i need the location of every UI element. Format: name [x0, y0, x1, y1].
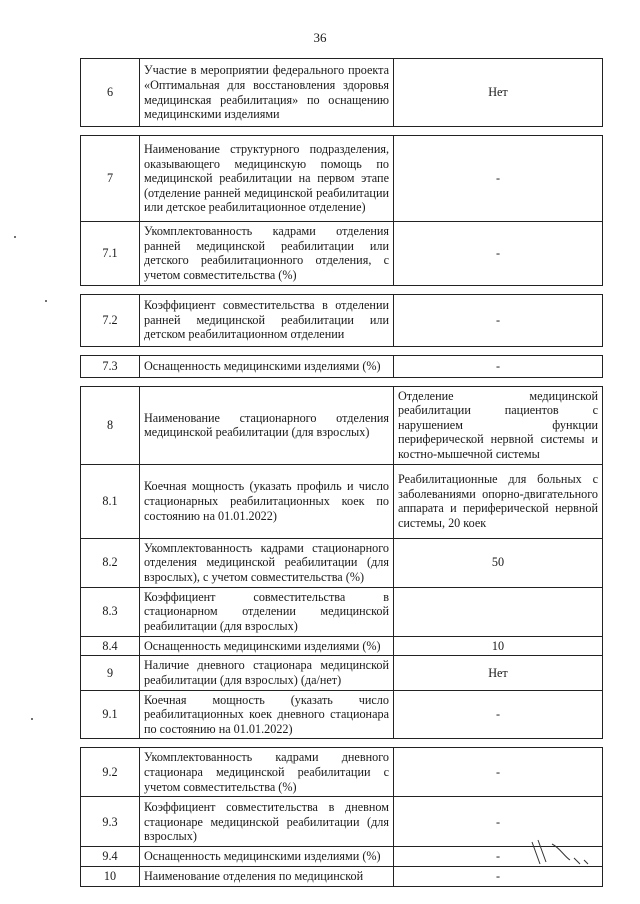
table-row [81, 587, 603, 636]
table-row [81, 59, 603, 127]
row-number: 9 [81, 656, 140, 690]
row-description: Оснащенность медицинскими изделиями (%) [140, 355, 394, 377]
table-row [81, 222, 603, 286]
table-row [81, 748, 603, 797]
row-value: - [394, 748, 603, 797]
row-number: 7.1 [81, 222, 140, 286]
row-description: Наименование отделения по медицинской [140, 867, 394, 887]
table-row [81, 690, 603, 739]
row-spacer [81, 285, 603, 294]
row-number: 8.1 [81, 464, 140, 538]
row-value: - [394, 294, 603, 346]
row-number: 6 [81, 59, 140, 127]
row-value: 50 [394, 538, 603, 587]
row-value: - [394, 690, 603, 739]
row-number: 9.2 [81, 748, 140, 797]
row-value: Реабилитационные для больных с заболеваниями опорно-двигательного аппарата и периферической нервной системы, 20 коек [394, 464, 603, 538]
form-table [80, 58, 603, 887]
row-number: 7.2 [81, 294, 140, 346]
row-description: Коэффициент совместительства в стационарном отделении медицинской реабилитации (для взрослых) [140, 587, 394, 636]
row-number: 9.4 [81, 847, 140, 867]
row-value: 10 [394, 636, 603, 656]
row-description: Коечная мощность (указать профиль и число стационарных реабилитационных коек по состоянию на 01.01.2022) [140, 464, 394, 538]
pen-scribble [530, 838, 590, 866]
row-description: Оснащенность медицинскими изделиями (%) [140, 636, 394, 656]
table-row [81, 294, 603, 346]
row-number: 10 [81, 867, 140, 887]
row-spacer [81, 377, 603, 386]
scan-speck [31, 718, 33, 720]
row-value: - [394, 136, 603, 222]
row-spacer [81, 739, 603, 748]
row-number: 7.3 [81, 355, 140, 377]
table-row [81, 538, 603, 587]
row-value: - [394, 867, 603, 887]
row-value: - [394, 355, 603, 377]
row-description: Наименование структурного подразделения, оказывающего медицинскую помощь по медицинской реабилитации на первом этапе (отделение ранней медицинской реабилитации или детское реабилитационное отделение) [140, 136, 394, 222]
row-number: 7 [81, 136, 140, 222]
row-value: - [394, 797, 603, 847]
row-value: Отделение медицинской реабилитации пациентов с нарушением функции периферической нервной системы и костно-мышечной системы [394, 386, 603, 464]
row-value: - [394, 847, 603, 867]
row-description: Коечная мощность (указать число реабилитационных коек дневного стационара по состоянию на 01.01.2022) [140, 690, 394, 739]
row-spacer [81, 346, 603, 355]
row-value: Нет [394, 59, 603, 127]
row-number: 9.3 [81, 797, 140, 847]
row-spacer [81, 127, 603, 136]
row-number: 8.2 [81, 538, 140, 587]
scan-speck [14, 236, 16, 238]
row-value: Нет [394, 656, 603, 690]
row-number: 8.3 [81, 587, 140, 636]
table-row [81, 636, 603, 656]
row-description: Укомплектованность кадрами дневного стационара медицинской реабилитации с учетом совместительства (%) [140, 748, 394, 797]
row-value: - [394, 222, 603, 286]
row-description: Коэффициент совместительства в отделении ранней медицинской реабилитации или детском реабилитационном отделении [140, 294, 394, 346]
row-description: Коэффициент совместительства в дневном стационаре медицинской реабилитации (для взрослых) [140, 797, 394, 847]
row-description: Участие в мероприятии федерального проекта «Оптимальная для восстановления здоровья медицинская реабилитация» по оснащению медицинскими изделиями [140, 59, 394, 127]
row-value [394, 587, 603, 636]
table-row [81, 136, 603, 222]
table-row [81, 355, 603, 377]
table-row [81, 847, 603, 867]
row-description: Укомплектованность кадрами отделения ранней медицинской реабилитации или детского реабилитационного отделения, с учетом совместительства (%) [140, 222, 394, 286]
page-number: 36 [313, 30, 327, 45]
row-number: 8 [81, 386, 140, 464]
table-row [81, 797, 603, 847]
row-description: Укомплектованность кадрами стационарного отделения медицинской реабилитации (для взрослых), с учетом совместительства (%) [140, 538, 394, 587]
row-description: Оснащенность медицинскими изделиями (%) [140, 847, 394, 867]
table-row [81, 867, 603, 887]
row-number: 9.1 [81, 690, 140, 739]
row-description: Наличие дневного стационара медицинской реабилитации (для взрослых) (да/нет) [140, 656, 394, 690]
scan-speck [45, 300, 47, 302]
table-row [81, 386, 603, 464]
row-description: Наименование стационарного отделения медицинской реабилитации (для взрослых) [140, 386, 394, 464]
table-row [81, 656, 603, 690]
row-number: 8.4 [81, 636, 140, 656]
table-row [81, 464, 603, 538]
